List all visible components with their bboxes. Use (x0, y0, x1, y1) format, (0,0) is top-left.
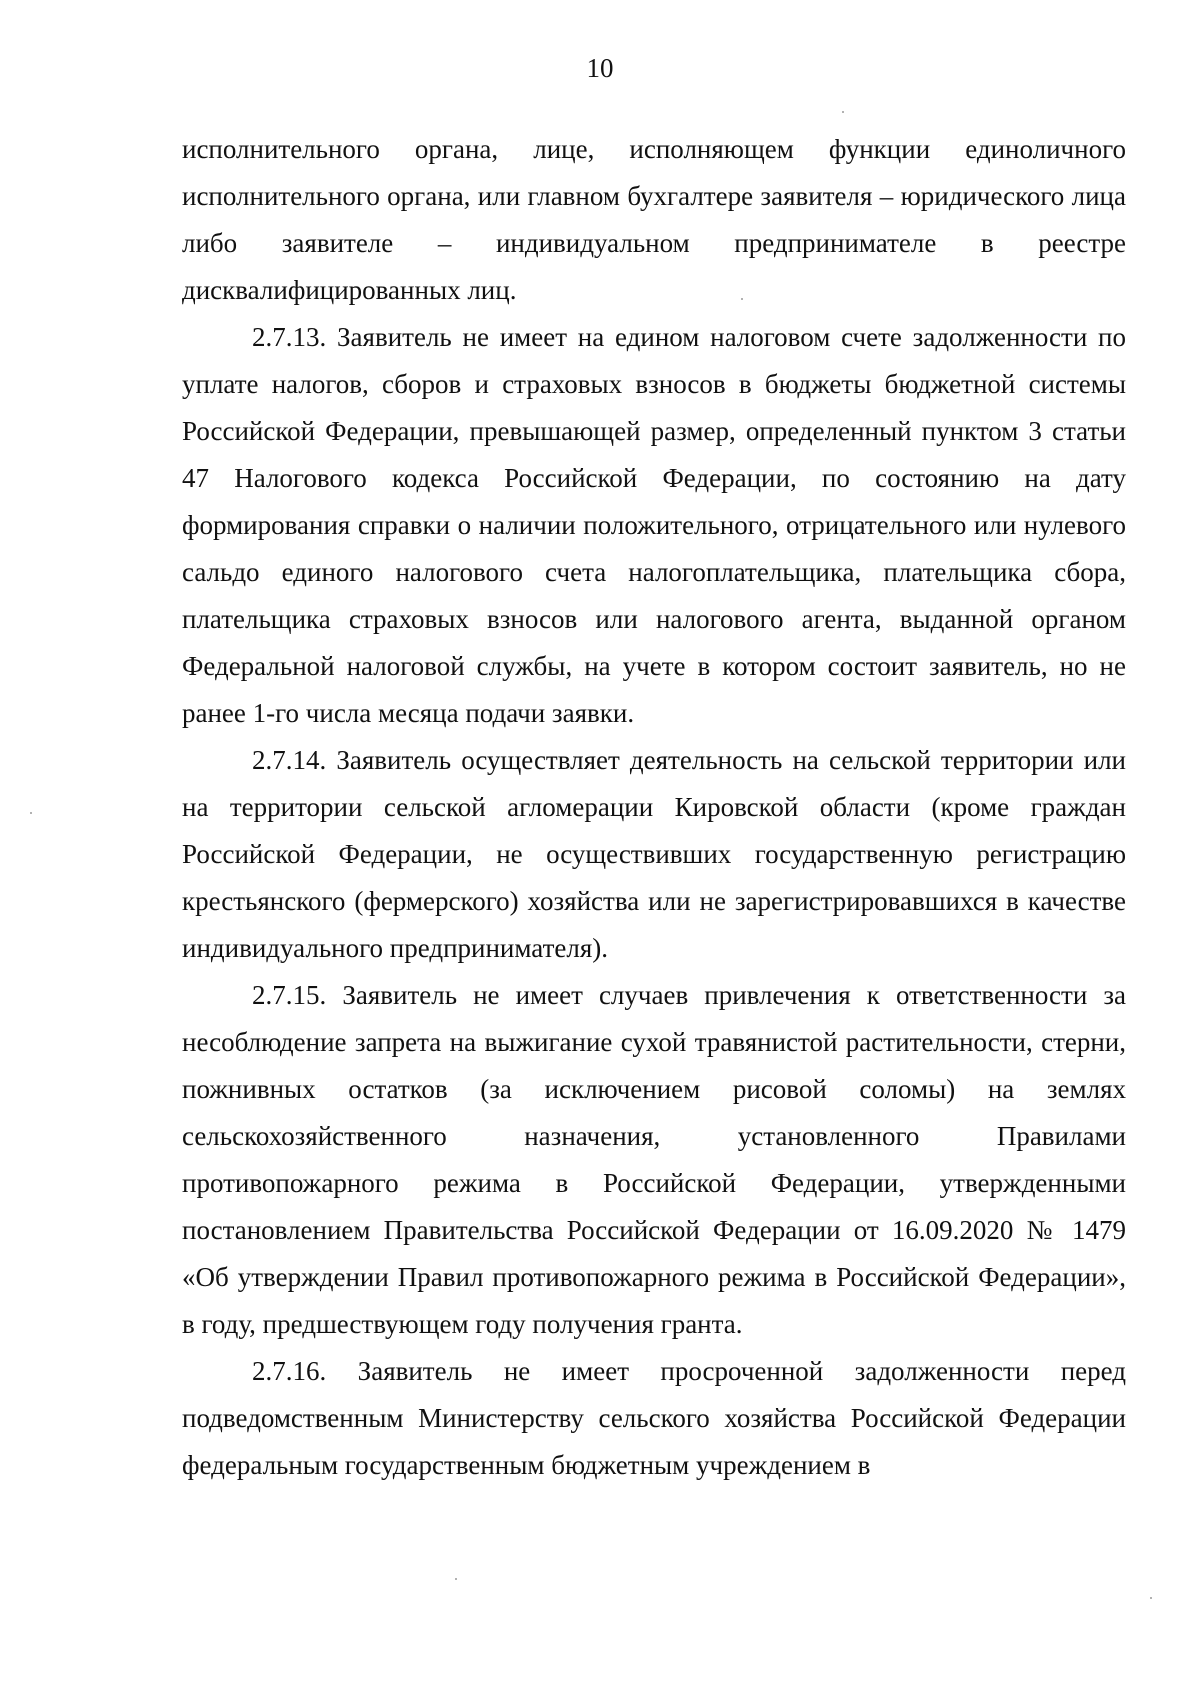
paragraph-continuation: исполнительного органа, лице, исполняющем функции единоличного исполнительного органа, или главном бухгалтере заявителя – юридического лица либо заявителе – индивидуальном предпринимателе в реестре дисквалифицированных лиц. (182, 134, 1126, 305)
page-number: 10 (586, 53, 614, 83)
scan-speck (30, 812, 32, 814)
paragraph-2-7-16: 2.7.16. Заявитель не имеет просроченной задолженности перед подведомственным Министерству сельского хозяйства Российской Федерации федеральным государственным бюджетным учреждением в (182, 1356, 1126, 1480)
paragraph-2-7-14: 2.7.14. Заявитель осуществляет деятельность на сельской территории или на территории сельской агломерации Кировской области (кроме граждан Российской Федерации, не осуществивших государственную регистрацию крестьянского (фермерского) хозяйства или не зарегистрировавшихся в качестве индивидуального предпринимателя). (182, 745, 1126, 963)
document-body (182, 126, 1126, 1489)
scan-speck (455, 1578, 457, 1580)
scan-speck (1150, 1597, 1152, 1599)
paragraph-2-7-15: 2.7.15. Заявитель не имеет случаев привлечения к ответственности за несоблюдение запрета на выжигание сухой травянистой растительности, стерни, пожнивных остатков (за исключением рисовой соломы) на землях сельскохозяйственного назначения, установленного Правилами противопожарного режима в Российской Федерации, утвержденными постановлением Правительства Российской Федерации от 16.09.2020 № 1479 «Об утверждении Правил противопожарного режима в Российской Федерации», в году, предшествующем году получения гранта. (182, 980, 1126, 1339)
paragraph-2-7-13: 2.7.13. Заявитель не имеет на едином налоговом счете задолженности по уплате налогов, сборов и страховых взносов в бюджеты бюджетной системы Российской Федерации, превышающей размер, определенный пунктом 3 статьи 47 Налогового кодекса Российской Федерации, по состоянию на дату формирования справки о наличии положительного, отрицательного или нулевого сальдо единого налогового счета налогоплательщика, плательщика сбора, плательщика страховых взносов или налогового агента, выданной органом Федеральной налоговой службы, на учете в котором состоит заявитель, но не ранее 1-го числа месяца подачи заявки. (182, 322, 1126, 728)
scan-speck (741, 298, 743, 300)
scan-speck (842, 111, 844, 113)
